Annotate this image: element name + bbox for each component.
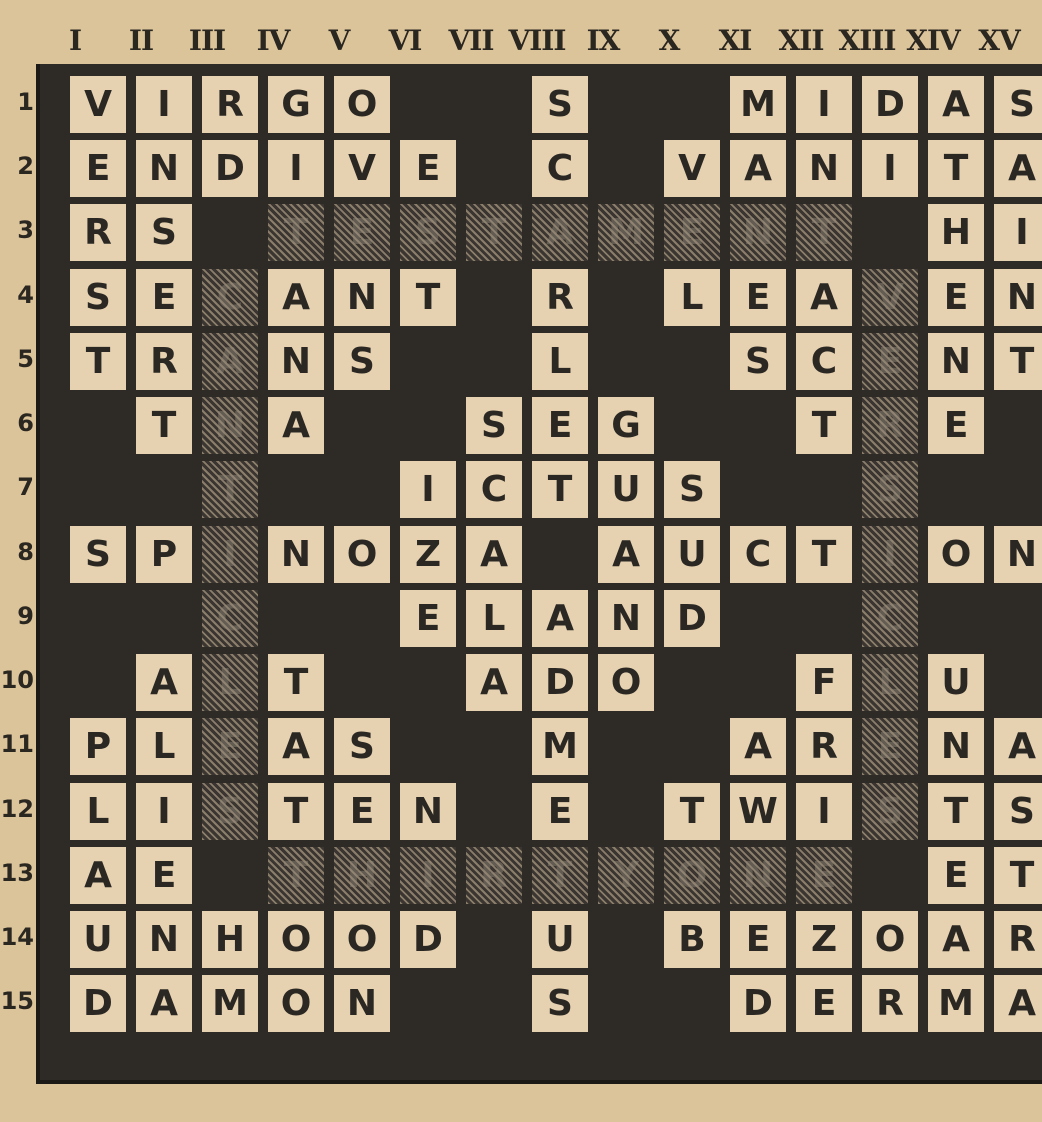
hatched-letter-cell: S: [862, 461, 918, 518]
hatched-letter-cell: S: [202, 783, 258, 840]
letter-cell: C: [466, 461, 522, 518]
letter-cell: P: [136, 526, 192, 583]
row-label: 2: [17, 152, 34, 180]
letter-cell: H: [928, 204, 984, 261]
letter-cell: L: [466, 590, 522, 647]
row-label: 10: [0, 666, 34, 694]
letter-cell: T: [796, 397, 852, 454]
letter-cell: L: [136, 718, 192, 775]
row-label: 15: [0, 987, 34, 1015]
letter-cell: S: [466, 397, 522, 454]
letter-cell: I: [796, 783, 852, 840]
letter-cell: U: [928, 654, 984, 711]
column-label: XIII: [838, 24, 896, 57]
letter-cell: T: [664, 783, 720, 840]
letter-cell: D: [730, 975, 786, 1032]
letter-cell: A: [136, 654, 192, 711]
hatched-letter-cell: R: [466, 847, 522, 904]
letter-cell: T: [928, 783, 984, 840]
letter-cell: E: [532, 783, 588, 840]
letter-cell: O: [334, 911, 390, 968]
letter-cell: N: [136, 911, 192, 968]
hatched-letter-cell: Y: [598, 847, 654, 904]
letter-cell: N: [928, 333, 984, 390]
letter-cell: O: [928, 526, 984, 583]
row-label: 12: [0, 795, 34, 823]
letter-cell: A: [466, 526, 522, 583]
letter-cell: Z: [796, 911, 852, 968]
letter-cell: A: [928, 911, 984, 968]
letter-cell: E: [70, 140, 126, 197]
letter-cell: S: [994, 76, 1042, 133]
letter-cell: D: [400, 911, 456, 968]
hatched-letter-cell: I: [400, 847, 456, 904]
letter-cell: S: [532, 975, 588, 1032]
letter-cell: O: [268, 911, 324, 968]
hatched-letter-cell: C: [202, 590, 258, 647]
letter-cell: D: [862, 76, 918, 133]
letter-cell: T: [994, 847, 1042, 904]
hatched-letter-cell: R: [862, 397, 918, 454]
letter-cell: A: [994, 975, 1042, 1032]
letter-cell: I: [136, 76, 192, 133]
letter-cell: T: [928, 140, 984, 197]
hatched-letter-cell: L: [202, 654, 258, 711]
hatched-letter-cell: C: [202, 269, 258, 326]
letter-cell: E: [400, 140, 456, 197]
hatched-letter-cell: T: [202, 461, 258, 518]
letter-cell: A: [70, 847, 126, 904]
letter-cell: N: [400, 783, 456, 840]
letter-cell: S: [730, 333, 786, 390]
hatched-letter-cell: A: [202, 333, 258, 390]
letter-cell: I: [400, 461, 456, 518]
letter-cell: O: [268, 975, 324, 1032]
row-label: 6: [17, 409, 34, 437]
letter-cell: I: [862, 140, 918, 197]
letter-cell: A: [730, 140, 786, 197]
letter-cell: V: [334, 140, 390, 197]
letter-cell: E: [928, 847, 984, 904]
letter-cell: E: [136, 847, 192, 904]
letter-cell: R: [202, 76, 258, 133]
column-label: IX: [586, 24, 620, 57]
letter-cell: A: [268, 397, 324, 454]
letter-cell: S: [664, 461, 720, 518]
letter-cell: T: [400, 269, 456, 326]
letter-cell: R: [796, 718, 852, 775]
letter-cell: R: [136, 333, 192, 390]
hatched-letter-cell: V: [862, 269, 918, 326]
hatched-letter-cell: N: [202, 397, 258, 454]
hatched-letter-cell: T: [268, 847, 324, 904]
column-label: VI: [388, 24, 422, 57]
letter-cell: A: [598, 526, 654, 583]
letter-cell: O: [334, 526, 390, 583]
hatched-letter-cell: I: [862, 526, 918, 583]
letter-cell: S: [334, 718, 390, 775]
hatched-letter-cell: N: [730, 847, 786, 904]
column-label: III: [188, 24, 226, 57]
letter-cell: S: [334, 333, 390, 390]
letter-cell: E: [796, 975, 852, 1032]
row-label: 1: [17, 88, 34, 116]
letter-cell: N: [598, 590, 654, 647]
hatched-letter-cell: H: [334, 847, 390, 904]
letter-cell: U: [598, 461, 654, 518]
letter-cell: R: [532, 269, 588, 326]
letter-cell: I: [994, 204, 1042, 261]
letter-cell: A: [796, 269, 852, 326]
letter-cell: S: [70, 526, 126, 583]
letter-cell: C: [730, 526, 786, 583]
letter-cell: O: [334, 76, 390, 133]
hatched-letter-cell: L: [862, 654, 918, 711]
letter-cell: S: [532, 76, 588, 133]
column-label: VII: [448, 24, 494, 57]
letter-cell: F: [796, 654, 852, 711]
letter-cell: C: [796, 333, 852, 390]
row-label: 8: [17, 538, 34, 566]
hatched-letter-cell: E: [862, 333, 918, 390]
letter-cell: G: [268, 76, 324, 133]
crossword-grid: [36, 64, 1042, 1084]
letter-cell: S: [70, 269, 126, 326]
letter-cell: T: [70, 333, 126, 390]
hatched-letter-cell: N: [730, 204, 786, 261]
letter-cell: V: [70, 76, 126, 133]
letter-cell: A: [928, 76, 984, 133]
column-label: XII: [778, 24, 824, 57]
letter-cell: L: [532, 333, 588, 390]
column-label: XI: [718, 24, 752, 57]
letter-cell: T: [268, 783, 324, 840]
letter-cell: A: [136, 975, 192, 1032]
column-label: II: [128, 24, 154, 57]
letter-cell: M: [532, 718, 588, 775]
letter-cell: T: [136, 397, 192, 454]
column-label: V: [328, 24, 350, 57]
letter-cell: E: [136, 269, 192, 326]
letter-cell: P: [70, 718, 126, 775]
letter-cell: M: [202, 975, 258, 1032]
column-label: I: [68, 24, 82, 57]
letter-cell: D: [202, 140, 258, 197]
letter-cell: D: [664, 590, 720, 647]
letter-cell: H: [202, 911, 258, 968]
row-label: 13: [0, 859, 34, 887]
letter-cell: R: [994, 911, 1042, 968]
letter-cell: M: [928, 975, 984, 1032]
row-label: 4: [17, 281, 34, 309]
letter-cell: S: [994, 783, 1042, 840]
row-label: 11: [0, 730, 34, 758]
letter-cell: N: [334, 975, 390, 1032]
hatched-letter-cell: C: [862, 590, 918, 647]
hatched-letter-cell: O: [664, 847, 720, 904]
letter-cell: E: [730, 269, 786, 326]
letter-cell: A: [994, 718, 1042, 775]
row-label: 14: [0, 923, 34, 951]
hatched-letter-cell: E: [334, 204, 390, 261]
letter-cell: L: [664, 269, 720, 326]
letter-cell: T: [994, 333, 1042, 390]
letter-cell: A: [532, 590, 588, 647]
column-label: XV: [978, 24, 1020, 57]
hatched-letter-cell: E: [862, 718, 918, 775]
row-label: 7: [17, 473, 34, 501]
letter-cell: E: [928, 397, 984, 454]
letter-cell: S: [136, 204, 192, 261]
letter-cell: U: [664, 526, 720, 583]
row-label: 9: [17, 602, 34, 630]
letter-cell: N: [994, 269, 1042, 326]
letter-cell: Z: [400, 526, 456, 583]
hatched-letter-cell: T: [268, 204, 324, 261]
letter-cell: R: [70, 204, 126, 261]
letter-cell: T: [532, 461, 588, 518]
hatched-letter-cell: S: [400, 204, 456, 261]
letter-cell: U: [532, 911, 588, 968]
letter-cell: C: [532, 140, 588, 197]
letter-cell: L: [70, 783, 126, 840]
column-label: X: [658, 24, 680, 57]
row-label: 5: [17, 345, 34, 373]
letter-cell: O: [862, 911, 918, 968]
hatched-letter-cell: S: [862, 783, 918, 840]
letter-cell: E: [928, 269, 984, 326]
letter-cell: N: [334, 269, 390, 326]
column-label: VIII: [508, 24, 566, 57]
letter-cell: A: [730, 718, 786, 775]
letter-cell: D: [532, 654, 588, 711]
letter-cell: U: [70, 911, 126, 968]
letter-cell: B: [664, 911, 720, 968]
letter-cell: E: [400, 590, 456, 647]
hatched-letter-cell: M: [598, 204, 654, 261]
hatched-letter-cell: T: [532, 847, 588, 904]
hatched-letter-cell: E: [202, 718, 258, 775]
hatched-letter-cell: T: [466, 204, 522, 261]
row-label: 3: [17, 216, 34, 244]
letter-cell: A: [268, 269, 324, 326]
letter-cell: V: [664, 140, 720, 197]
hatched-letter-cell: I: [202, 526, 258, 583]
letter-cell: N: [928, 718, 984, 775]
letter-cell: A: [994, 140, 1042, 197]
letter-cell: N: [994, 526, 1042, 583]
letter-cell: E: [532, 397, 588, 454]
letter-cell: G: [598, 397, 654, 454]
letter-cell: I: [268, 140, 324, 197]
letter-cell: E: [730, 911, 786, 968]
letter-cell: N: [268, 526, 324, 583]
letter-cell: M: [730, 76, 786, 133]
letter-cell: N: [796, 140, 852, 197]
letter-cell: W: [730, 783, 786, 840]
letter-cell: O: [598, 654, 654, 711]
letter-cell: A: [268, 718, 324, 775]
hatched-letter-cell: A: [532, 204, 588, 261]
letter-cell: N: [268, 333, 324, 390]
letter-cell: R: [862, 975, 918, 1032]
letter-cell: D: [70, 975, 126, 1032]
letter-cell: N: [136, 140, 192, 197]
letter-cell: T: [796, 526, 852, 583]
column-label: XIV: [906, 24, 960, 57]
hatched-letter-cell: E: [796, 847, 852, 904]
hatched-letter-cell: T: [796, 204, 852, 261]
letter-cell: I: [796, 76, 852, 133]
letter-cell: T: [268, 654, 324, 711]
hatched-letter-cell: E: [664, 204, 720, 261]
column-label: IV: [256, 24, 290, 57]
letter-cell: A: [466, 654, 522, 711]
letter-cell: E: [334, 783, 390, 840]
letter-cell: I: [136, 783, 192, 840]
